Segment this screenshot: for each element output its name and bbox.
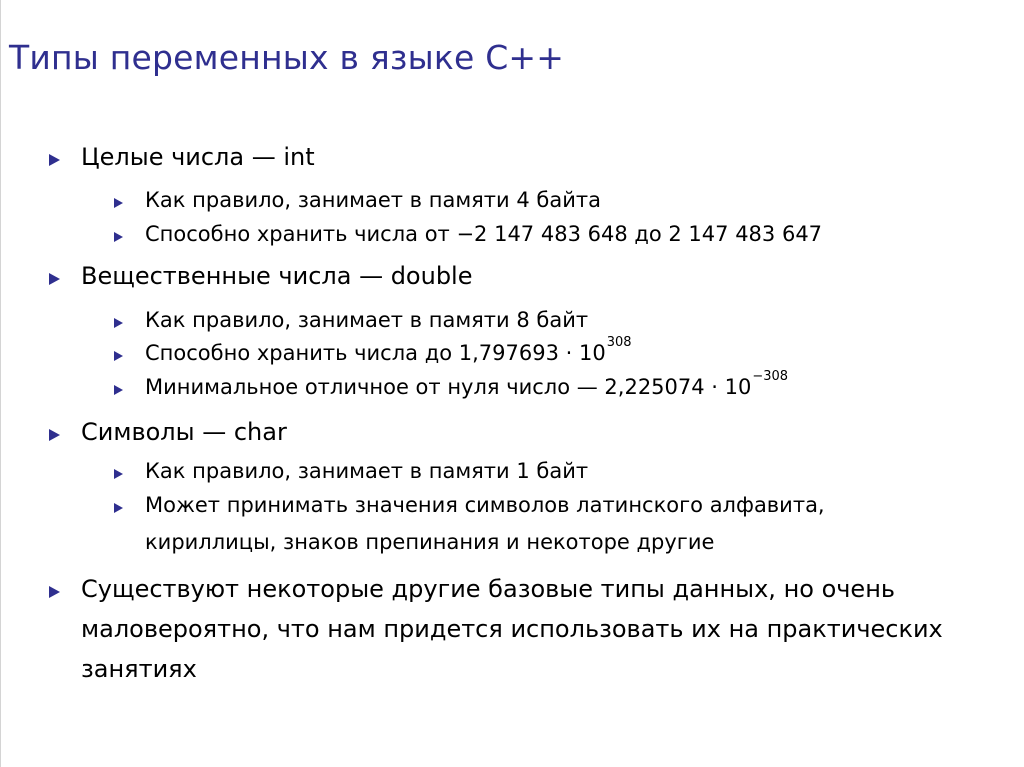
item-char-sub-2-cont: кириллицы, знаков препинания и некоторе другие xyxy=(145,530,715,554)
bullet-icon xyxy=(49,429,60,441)
bullet-icon xyxy=(49,586,60,598)
item-other-line-1: Существуют некоторые другие базовые типы данных, но очень xyxy=(81,575,896,603)
item-double-sub-3-text: Минимальное отличное от нуля число — 2,225074 · 10 xyxy=(145,375,752,399)
sub-bullet-icon xyxy=(114,198,123,208)
item-char-label: Символы — char xyxy=(81,418,287,446)
item-other-line-3: занятиях xyxy=(81,655,197,683)
item-double-sub-3 xyxy=(145,369,789,399)
slide-title: Типы переменных в языке C++ xyxy=(9,38,565,77)
item-double-label: Вещественные числа — double xyxy=(81,262,473,290)
item-int-label: Целые числа — int xyxy=(81,143,315,171)
item-int-sub-2: Способно хранить числа от −2 147 483 648 до 2 147 483 647 xyxy=(145,222,823,246)
item-char-sub-1: Как правило, занимает в памяти 1 байт xyxy=(145,459,589,483)
item-double-sub-2 xyxy=(145,335,632,365)
sub-bullet-icon xyxy=(114,469,123,479)
bullet-icon xyxy=(49,273,60,285)
item-other-line-2: маловероятно, что нам придется использовать их на практических xyxy=(81,615,943,643)
item-double-sub-1: Как правило, занимает в памяти 8 байт xyxy=(145,308,589,332)
sub-bullet-icon xyxy=(114,351,123,361)
exponent: −308 xyxy=(752,369,789,384)
sub-bullet-icon xyxy=(114,503,123,513)
item-char-sub-2: Может принимать значения символов латинского алфавита, xyxy=(145,493,825,517)
sub-bullet-icon xyxy=(114,318,123,328)
item-double-sub-2-text: Способно хранить числа до 1,797693 · 10 xyxy=(145,341,606,365)
exponent: 308 xyxy=(606,335,632,350)
item-int-sub-1: Как правило, занимает в памяти 4 байта xyxy=(145,188,601,212)
bullet-icon xyxy=(49,154,60,166)
sub-bullet-icon xyxy=(114,385,123,395)
sub-bullet-icon xyxy=(114,232,123,242)
